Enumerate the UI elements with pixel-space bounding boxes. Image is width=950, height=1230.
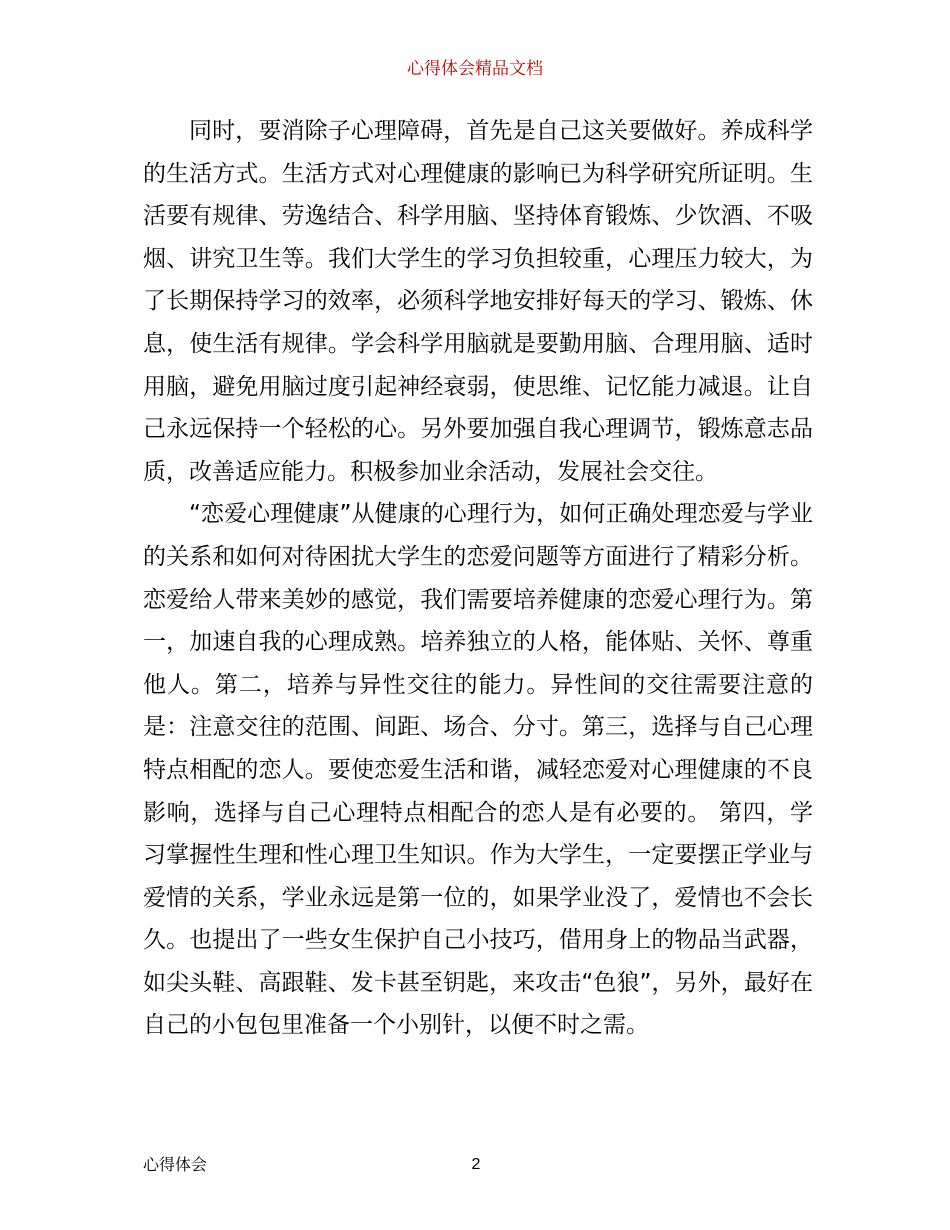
footer-label: 心得体会 (143, 1155, 208, 1174)
header-title: 心得体会精品文档 (407, 59, 543, 79)
document-body (143, 110, 813, 1047)
paragraph-lifestyle: 同时，要消除子心理障碍，首先是自己这关要做好。养成科学的生活方式。生活方式对心理健康的影响已为科学研究所证明。生活要有规律、劳逸结合、科学用脑、坚持体育锻炼、少饮酒、不吸烟、讲究卫生等。我们大学生的学习负担较重，心理压力较大，为了长期保持学习的效率，必须科学地安排好每天的学习、锻炼、休息，使生活有规律。学会科学用脑就是要勤用脑、合理用脑、适时用脑，避免用脑过度引起神经衰弱，使思维、记忆能力减退。让自己永远保持一个轻松的心。另外要加强自我心理调节，锻炼意志品质，改善适应能力。积极参加业余活动，发展社会交往。 (143, 118, 813, 485)
paragraph-love-psychology: “恋爱心理健康”从健康的心理行为，如何正确处理恋爱与学业的关系和如何对待困扰大学生的恋爱问题等方面进行了精彩分析。恋爱给人带来美妙的感觉，我们需要培养健康的恋爱心理行为。第一，加速自我的心理成熟。培养独立的人格，能体贴、关怀、尊重他人。第二，培养与异性交往的能力。异性间的交往需要注意的是：注意交往的范围、间距、场合、分寸。第三，选择与自己心理特点相配的恋人。要使恋爱生活和谐，减轻恋爱对心理健康的不良影响，选择与自己心理特点相配合的恋人是有必要的。 第四，学习掌握性生理和性心理卫生知识。作为大学生，一定要摆正学业与爱情的关系，学业永远是第一位的，如果学业没了，爱情也不会长久。也提出了一些女生保护自己小技巧，借用身上的物品当武器，如尖头鞋、高跟鞋、发卡甚至钥匙，来攻击“色狼”，另外，最好在自己的小包包里准备一个小别针，以便不时之需。 (143, 501, 813, 1039)
page-number: 2 (471, 1156, 481, 1173)
